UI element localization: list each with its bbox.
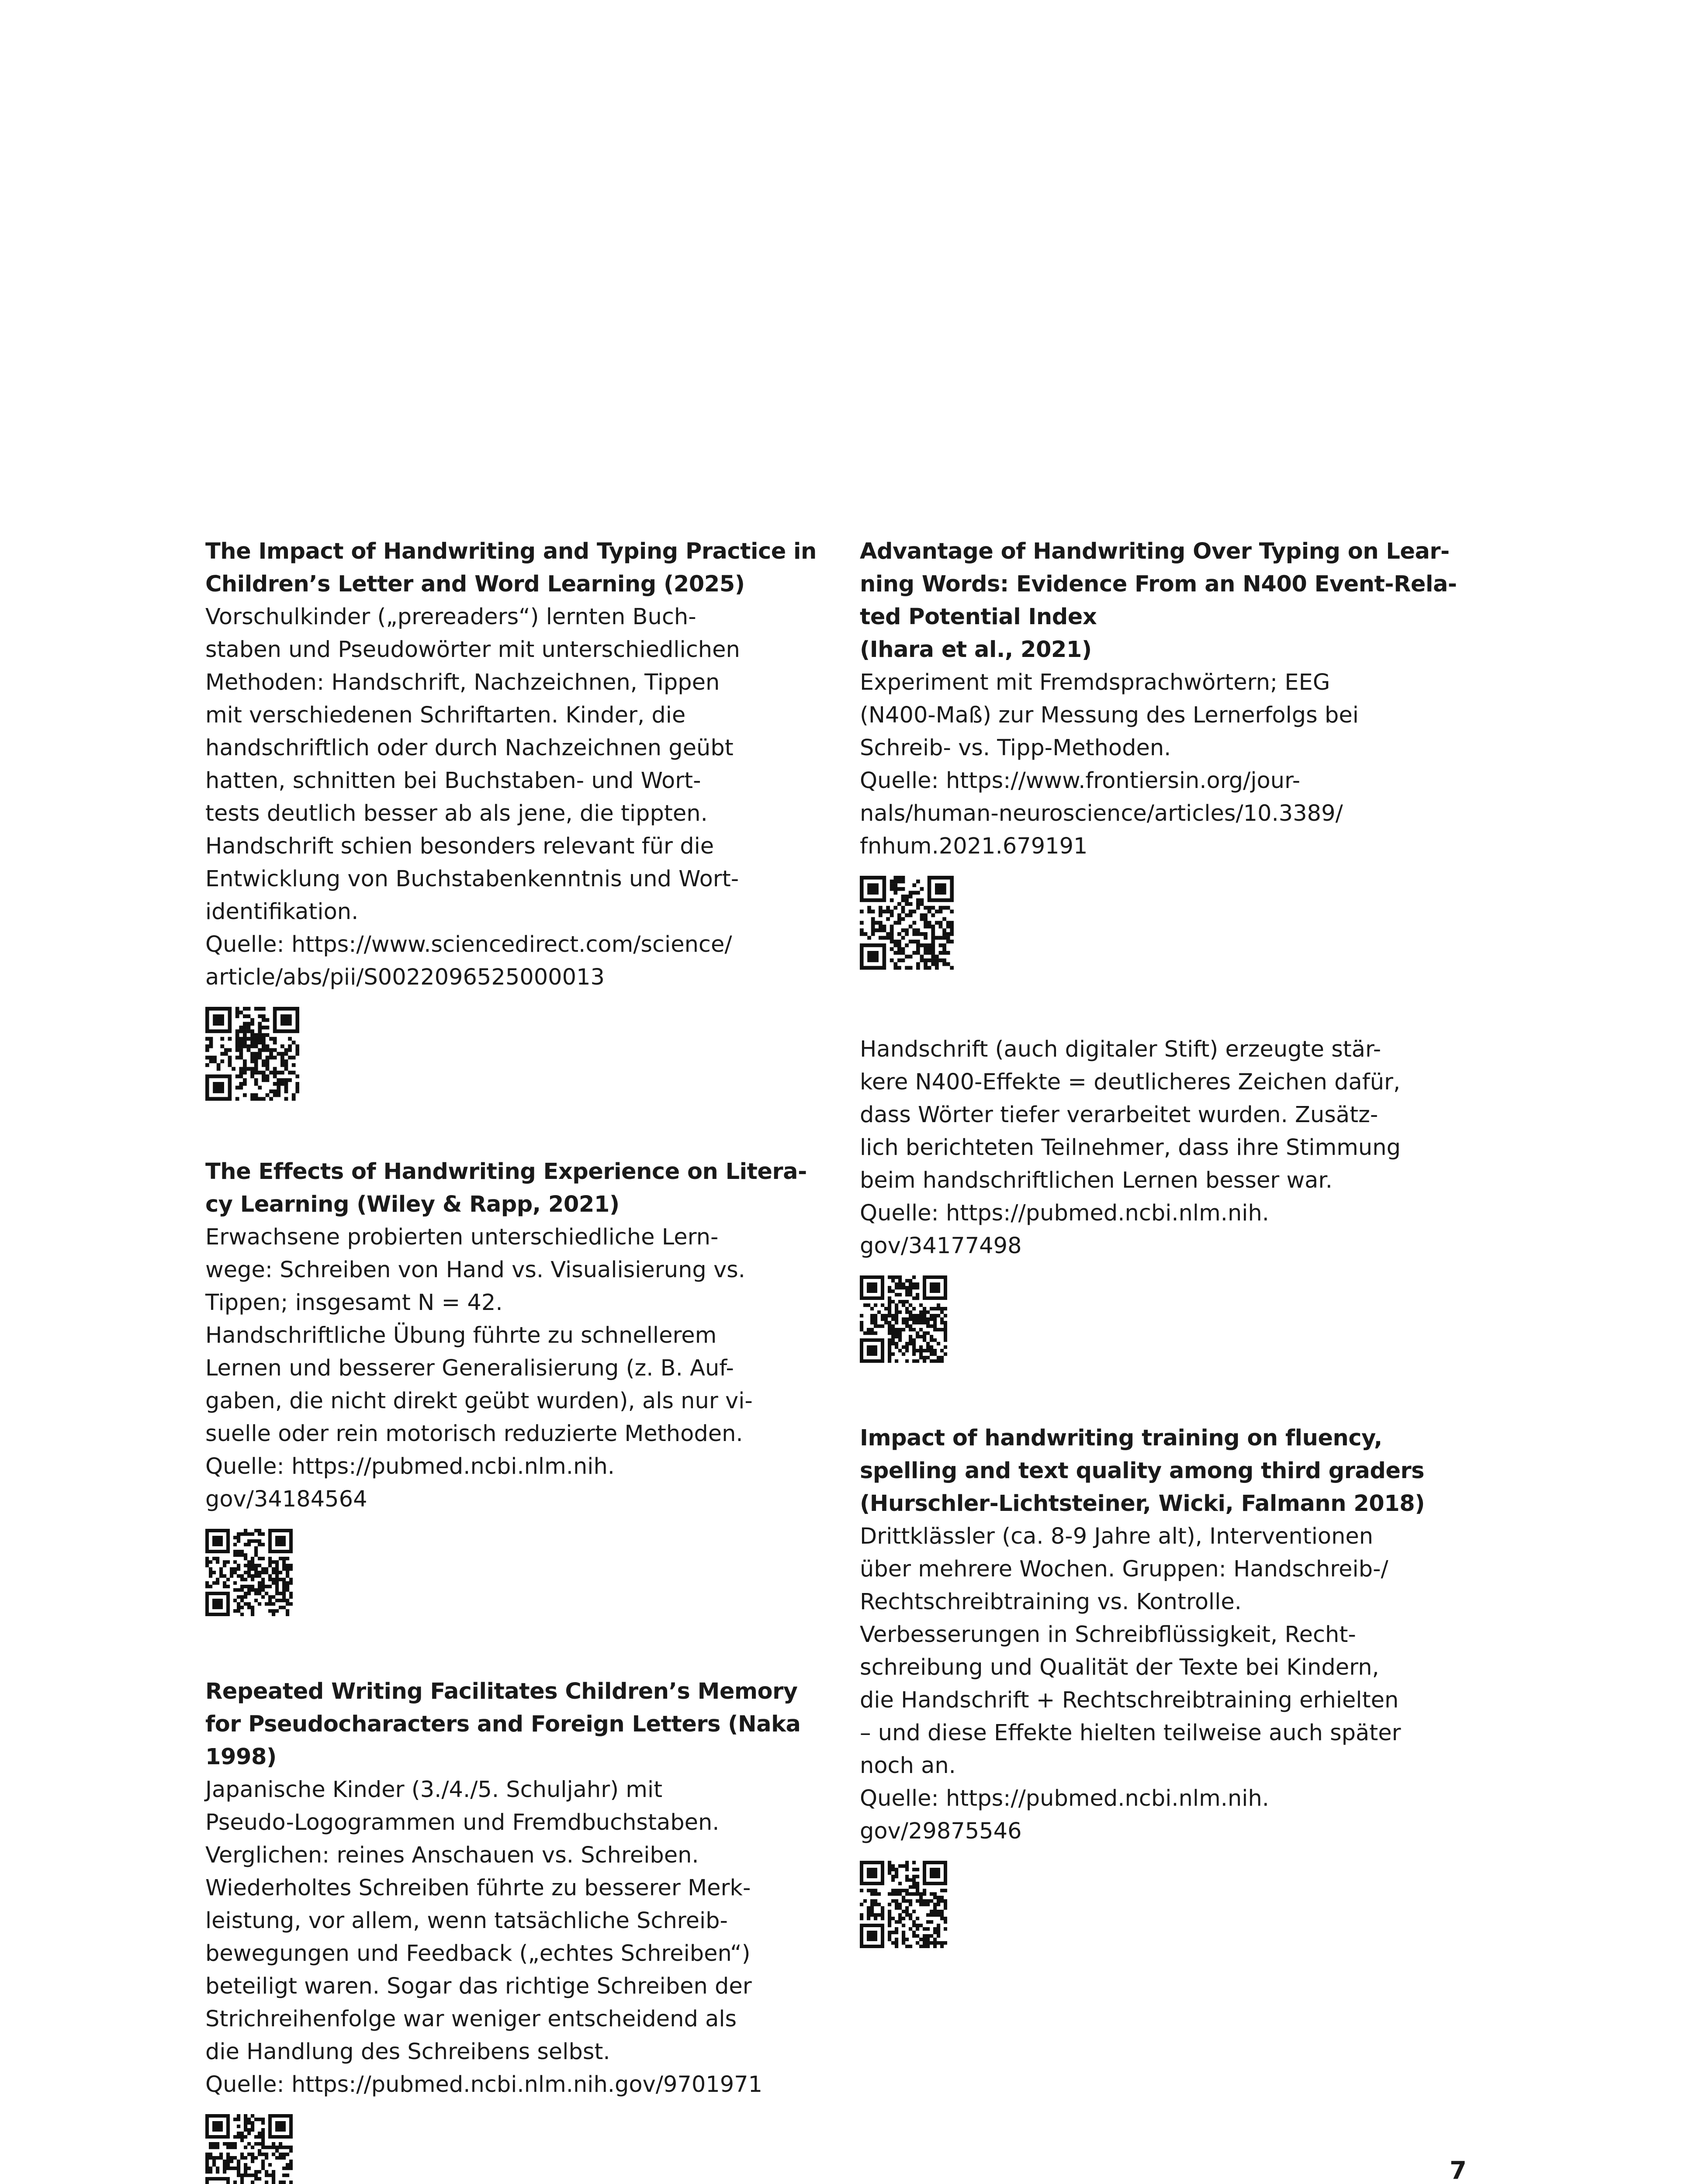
qr-code-icon[interactable] [860, 1275, 947, 1363]
study-entry [860, 1422, 1480, 1948]
study-entry [860, 1033, 1480, 1363]
study-description[interactable]: Handschrift (auch digitaler Stift) erzeugte stär- kere N400-Effekte = deutlicheres Zeichen dafür, dass Wörter tiefer verarbeitet wurden. Zusätz- lich berichteten Teilnehmer, dass ihre Stimmung beim handschriftlichen Lernen besser war. Quelle: https://pubmed.ncbi.nlm.nih. gov/34177498 [860, 1037, 1401, 1259]
study-entry [860, 535, 1480, 970]
study-title: The Effects of Handwriting Experience on Litera- cy Learning (Wiley & Rapp, 2021) [205, 1159, 807, 1217]
study-title: Impact of handwriting training on fluency, spelling and text quality among third graders (Hurschler-Lichtsteiner, Wicki, Falmann 2018) [860, 1425, 1425, 1517]
study-title: The Impact of Handwriting and Typing Practice in Children’s Letter and Word Learning (2025) [205, 539, 817, 597]
study-title: Repeated Writing Facilitates Children’s Memory for Pseudocharacters and Foreign Letters (Naka 1998) [205, 1679, 801, 1770]
qr-code-icon[interactable] [205, 1007, 299, 1101]
qr-code-icon[interactable] [205, 2114, 293, 2184]
study-description[interactable]: Drittklässler (ca. 8-9 Jahre alt), Interventionen über mehrere Wochen. Gruppen: Handschreib-/ Rechtschreibtraining vs. Kontrolle. Verbesserungen in Schreibflüssigkeit, Recht- schreibung und Qualität der Texte bei Kindern, die Handschrift + Rechtschreibtraining erhielten – und diese Effekte hielten teilweise auch später noch an. Quelle: https://pubmed.ncbi.nlm.nih. gov/29875546 [860, 1524, 1401, 1844]
study-description[interactable]: Experiment mit Fremdsprachwörtern; EEG (N400-Maß) zur Messung des Lernerfolgs bei Schreib- vs. Tipp-Methoden. Quelle: https://www.frontiersin.org/jour- nals/human-neuroscience/articles/10.3389/ fnhum.2021.679191 [860, 670, 1359, 859]
study-title: Advantage of Handwriting Over Typing on Lear- ning Words: Evidence From an N400 Event-Rela- ted Potential Index (Ihara et al., 2021) [860, 539, 1457, 663]
page-number: 7 [1450, 2156, 1467, 2184]
study-entry [205, 1675, 826, 2184]
right-column [860, 535, 1480, 1948]
study-entry [205, 535, 826, 1101]
study-entry [205, 1155, 826, 1616]
study-description[interactable]: Japanische Kinder (3./4./5. Schuljahr) mit Pseudo-Logogrammen und Fremdbuchstaben. Verglichen: reines Anschauen vs. Schreiben. Wiederholtes Schreiben führte zu besserer Merk- leistung, vor allem, wenn tatsächliche Schreib- bewegungen und Feedback („echtes Schreiben“) beteiligt waren. Sogar das richtige Schreiben der Strichreihenfolge war weniger entscheidend als die Handlung des Schreibens selbst. Quelle: https://pubmed.ncbi.nlm.nih.gov/9701971 [205, 1777, 763, 2098]
left-column [205, 535, 826, 2184]
qr-code-icon[interactable] [860, 876, 954, 970]
qr-code-icon[interactable] [860, 1861, 947, 1948]
study-description[interactable]: Vorschulkinder („prereaders“) lernten Buch- staben und Pseudowörter mit unterschiedlichen Methoden: Handschrift, Nachzeichnen, Tippen mit verschiedenen Schriftarten. Kinder, die handschriftlich oder durch Nachzeichnen geübt hatten, schnitten bei Buchstaben- und Wort- tests deutlich besser ab als jene, die tippten. Handschrift schien besonders relevant für die Entwicklung von Buchstabenkenntnis und Wort- identifikation. Quelle: https://www.sciencedirect.com/science/ article/abs/pii/S0022096525000013 [205, 604, 740, 990]
qr-code-icon[interactable] [205, 1529, 293, 1616]
study-description[interactable]: Erwachsene probierten unterschiedliche Lern- wege: Schreiben von Hand vs. Visualisierung vs. Tippen; insgesamt N = 42. Handschriftliche Übung führte zu schnellerem Lernen und besserer Generalisierung (z. B. Auf- gaben, die nicht direkt geübt wurden), als nur vi- suelle oder rein motorisch reduzierte Methoden. Quelle: https://pubmed.ncbi.nlm.nih. gov/34184564 [205, 1224, 753, 1512]
